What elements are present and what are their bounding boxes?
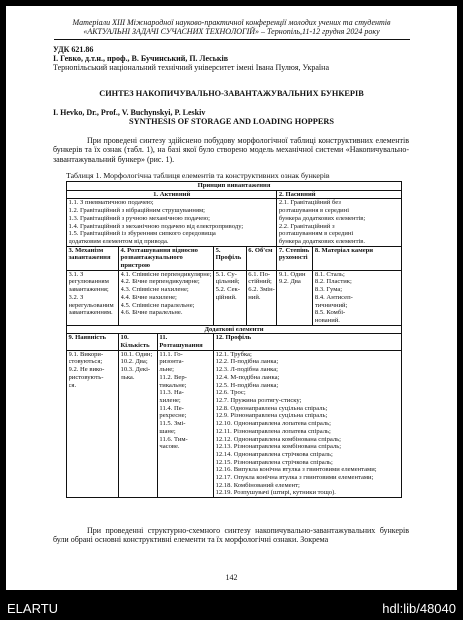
col-header-presence: 9. Наявність (67, 334, 119, 350)
table-row (67, 246, 402, 270)
table-row (67, 190, 402, 199)
list-item: 1.1. З пневматичною подачею; (68, 199, 154, 207)
active-items (67, 199, 277, 246)
header-line-2: «АКТУАЛЬНІ ЗАДАЧІ СУЧАСНИХ ТЕХНОЛОГІЙ» – Тернопіль,11-12 грудня 2024 року (83, 27, 380, 36)
location-cell: 11.1. Го- ризонта- льне; 11.2. Вер- тикальне; 11.3. На- хилене; 11.4. Пе- рехресне; 11.5. Змі- шане; 11.6. Тим- часове. (157, 350, 213, 497)
table-row (67, 350, 402, 497)
table-row (67, 270, 402, 325)
repository-label: ELARTU (7, 601, 59, 616)
col-header-profile: 5. Профіль (214, 246, 247, 270)
additional-profile-cell: 12.1. Трубка; 12.2. П-подібна ланка; 12.3. Л-подібна ланка; 12.4. М-подібна ланка; 12.5. Н-подібна ланка; 12.6. Трос; 12.7. Пружина розтягу-стиску; 12.8. Однонаправлена суцільна спіраль; 12.9. Різнонаправлена суцільна спіраль; 12.10. Однонаправлена лопатева спіраль; 12.11. Різнонаправлена лопатева спіраль; 12.12. Однонаправлена комбінована спіраль; 12.13. Різнонаправлена комбінована спіраль; 12.14. Однонаправлена стрічкова спіраль; 12.15. Різнонаправлена стрічкова спіраль; 12.16. Випукла конічна втулка з гвинтовими елементами; 12.17. Опукла конічна втулка з гвинтовими елементами; 12.18. Комбінований елемент; 12.19. Розпушувачі (штирі, кутники тощо). (214, 350, 402, 497)
material-cell: 8.1. Сталь; 8.2. Пластик; 8.3. Гума; 8.4. Антисеп- тичничний; 8.5. Комбі- нований. (313, 270, 402, 325)
document-page (6, 6, 457, 590)
list-item: 2.1. Гравітаційний без (278, 199, 341, 207)
list-item: додатковим елементом від привода. (68, 237, 169, 245)
list-item: бункера додаткових елементів. (278, 237, 366, 245)
col-header-loading-mechanism: 3. Механізм завантаження (67, 246, 119, 270)
handle-label: hdl:lib/48040 (382, 601, 456, 616)
list-item: розташуванням в середині (278, 230, 354, 238)
passive-items (277, 199, 402, 246)
col-header-position: 4. Розташування відносно розвантажувального пристрою (119, 246, 214, 270)
volume-cell: 6.1. По- стійний; 6.2. Змін- ний. (246, 270, 277, 325)
running-header (6, 18, 457, 36)
udk-code: УДК 621.86 (53, 45, 94, 54)
title-en: SYNTHESIS OF STORAGE AND LOADING HOPPERS (129, 117, 334, 126)
col-header-material: 8. Матеріал камери (313, 246, 402, 270)
active-header: 1. Активний (67, 190, 277, 199)
header-rule (54, 39, 410, 40)
col-header-mobility: 7. Степінь рухомості (277, 246, 313, 270)
list-item: розташування в середині (278, 207, 350, 215)
table-row (67, 325, 402, 334)
list-item: 1.2. Гравітаційний з вібраційним струшуванням; (68, 207, 205, 215)
authors-ua: І. Гевко, д.т.н., проф., В. Бучинський, П. Леськів (53, 54, 229, 63)
morphological-table (66, 181, 402, 498)
additional-elements-header: Додаткові елементи (67, 325, 402, 334)
passive-header: 2. Пасивний (277, 190, 402, 199)
presence-cell: 9.1. Викори- стовуються; 9.2. Не вико- ристовують- ся. (67, 350, 119, 497)
count-cell: 10.1. Один; 10.2. Два; 10.3. Декі- лька. (119, 350, 158, 497)
col-header-count: 10. Кількість (119, 334, 158, 350)
header-line-1: Матеріали XIII Міжнародної науково-практичної конференції молодих учених та студентів (72, 18, 391, 27)
authors-en: I. Hevko, Dr., Prof., V. Buchynskyi, P. Leskiv (53, 108, 206, 117)
table-row (67, 334, 402, 350)
closing-paragraph: При проведенні структурно-схемного синтезу накопичувально-завантажувальних бункерів були обрані основні конструктивні елементи та їх морфологічні ознаки. Зокрема (53, 526, 409, 545)
list-item: 1.5. Гравітаційний із збуренням сипкого середовища (68, 230, 216, 238)
table-caption: Таблиця 1. Морфологічна таблиця елементів та конструктивних ознак бункерів (66, 171, 330, 180)
affiliation: Тернопільський національний технічний університет імені Івана Пулюя, Україна (53, 63, 329, 72)
title-ua: СИНТЕЗ НАКОПИЧУВАЛЬНО-ЗАВАНТАЖУВАЛЬНИХ БУНКЕРІВ (99, 89, 364, 98)
col-header-additional-profile: 12. Профіль (214, 334, 402, 350)
col-header-location: 11. Розташування (157, 334, 213, 350)
position-cell: 4.1. Співвісне перпендикулярне; 4.2. Бічне перпендикулярне; 4.3. Співвісне нахилене; 4.4. Бічне нахилене; 4.5. Співвісне паралельне; 4.6. Бічне паралельне. (119, 270, 214, 325)
list-item: бункера додаткових елементів; (278, 214, 366, 222)
list-item: 1.3. Гравітаційний з ручною механічною подачею; (68, 214, 210, 222)
col-header-volume: 6. Об'єм (246, 246, 277, 270)
profile-cell: 5.1. Су- цільний; 5.2. Сек- ційний. (214, 270, 247, 325)
list-item: 2.2. Гравітаційний з (278, 222, 335, 230)
page-number: 142 (225, 573, 238, 582)
footer-bar (0, 590, 463, 620)
principles-header: Принцип вивантаження (67, 182, 402, 191)
intro-paragraph: При проведені синтезу здійснено побудову морфологічної таблиці конструктивних елементів бункерів та їх ознак (табл. 1), на базі якої було створено модель механічної системи «Накопичувально-завантажувальний бункер» (рис. 1). (53, 136, 409, 164)
loading-mechanism-cell: 3.1. З регулюванням завантаження; 3.2. З нерегульованим завантаженням. (67, 270, 119, 325)
table-row (67, 182, 402, 191)
list-item: 1.4. Гравітаційний з механічною подачею від електроприводу; (68, 222, 244, 230)
mobility-cell: 9.1. Один 9.2. Два (277, 270, 313, 325)
table-row (67, 199, 402, 246)
